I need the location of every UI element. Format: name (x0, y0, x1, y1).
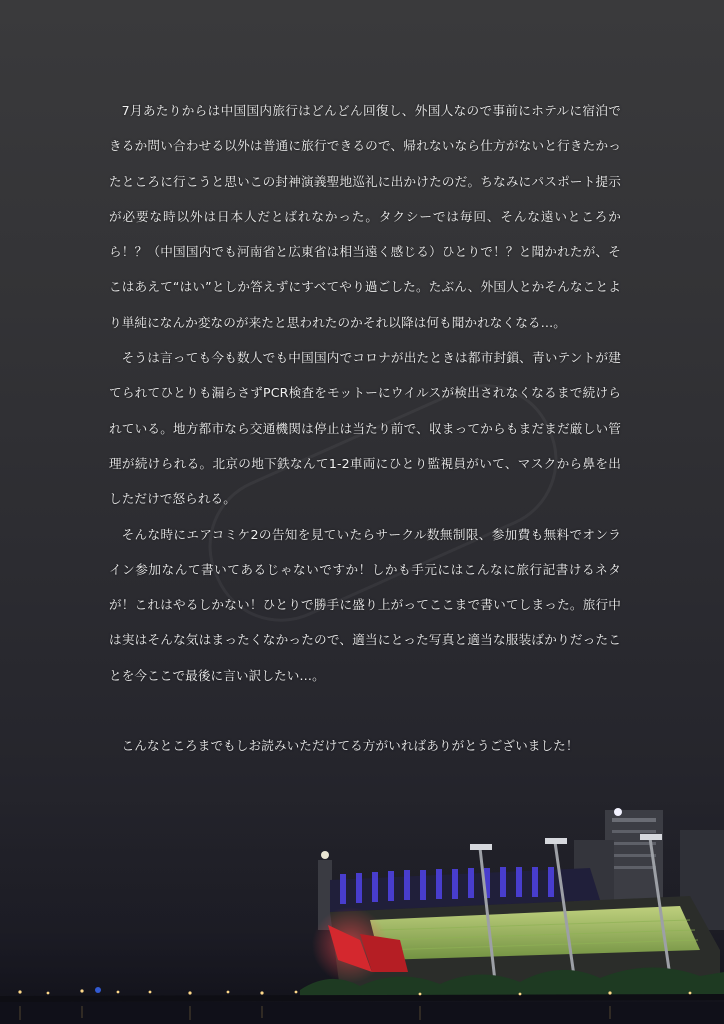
blank-line (109, 693, 621, 728)
body-text (109, 93, 621, 764)
night-stadium-photo (0, 800, 724, 1024)
paragraph-1: 7月あたりからは中国国内旅行はどんどん回復し、外国人なので事前にホテルに宿泊できるか問い合わせる以外は普通に旅行できるので、帰れないなら仕方がないと行きたかったところに行こうと思いこの封神演義聖地巡礼に出かけたのだ。ちなみにパスポート提示が必要な時以外は日本人だとばれなかった。タクシーでは毎回、そんな遠いところから！？（中国国内でも河南省と広東省は相当遠く感じる）ひとりで！？と聞かれたが、そこはあえて“はい”としか答えずにすべてやり過ごした。たぶん、外国人とかそんなことより単純になんか変なのが来たと思われたのかそれ以降は何も聞かれなくなる…。 (109, 103, 621, 330)
paragraph-3: そんな時にエアコミケ2の告知を見ていたらサークル数無制限、参加費も無料でオンライン参加なんて書いてあるじゃないですか！しかも手元にはこんなに旅行記書けるネタが！これはやるしかない！ひとりで勝手に盛り上がってここまで書いてしまった。旅行中は実はそんな気はまったくなかったので、適当にとった写真と適当な服装ばかりだったことを今ここで最後に言い訳したい…。 (109, 526, 621, 683)
closing-line: こんなところまでもしお読みいただけてる方がいればありがとうございました！ (121, 738, 579, 754)
paragraph-2: そうは言っても今も数人でも中国国内でコロナが出たときは都市封鎖、青いテントが建てられてひとりも漏らさずPCR検査をモットーにウイルスが検出されなくなるまで続けられている。地方都市なら交通機関は停止は当たり前で、収まってからもまだまだ厳しい管理が続けられる。北京の地下鉄なんて1-2車両にひとり監視員がいて、マスクから鼻を出しただけで怒られる。 (109, 350, 621, 507)
water (0, 1002, 724, 1024)
